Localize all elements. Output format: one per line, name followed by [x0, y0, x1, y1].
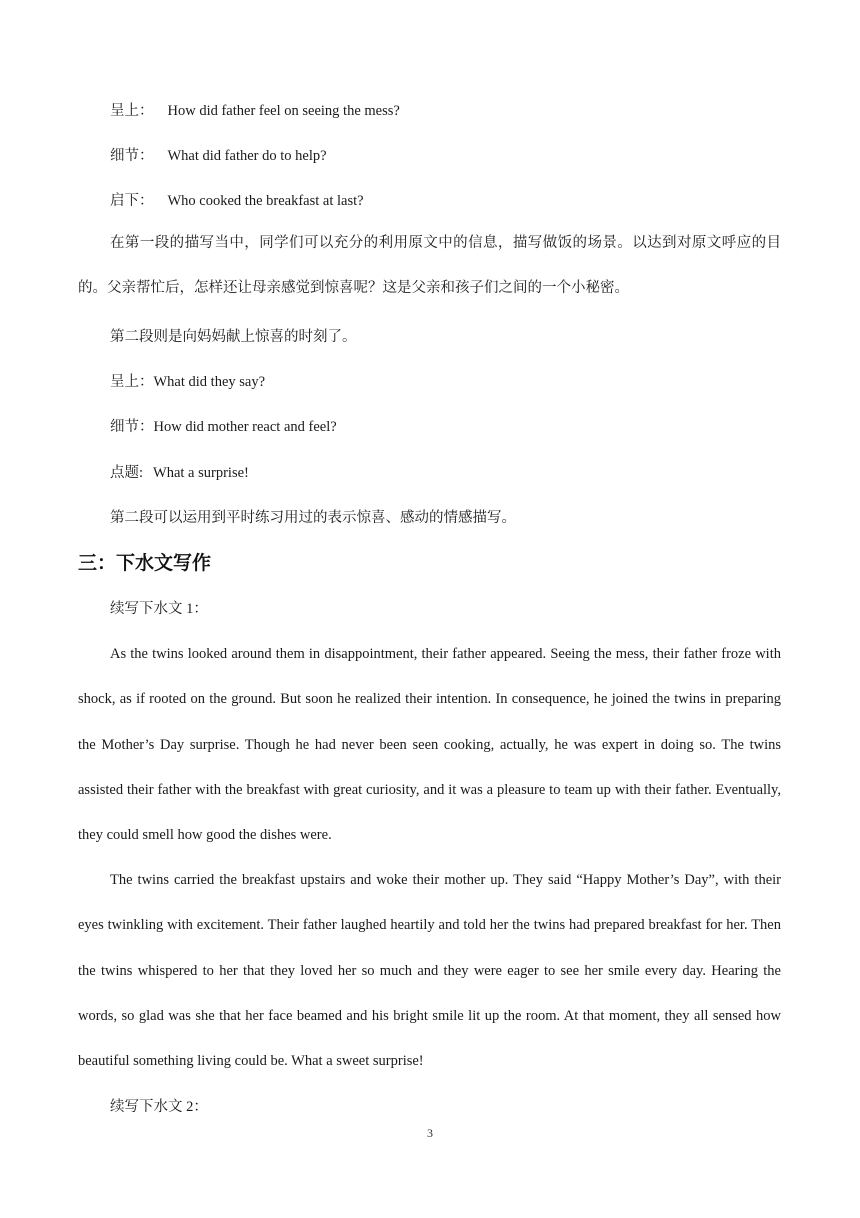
guidance-paragraph: 在第一段的描写当中，同学们可以充分的利用原文中的信息，描写做饭的场景。以达到对原文呼应的目的。父亲帮忙后，怎样还让母亲感觉到惊喜呢？这是父亲和孩子们之间的一个小秘密。 [78, 235, 781, 297]
paragraph-two-note: 第二段可以运用到平时练习用过的表示惊喜、感动的情感描写。 [110, 510, 516, 526]
outline-question: How did father feel on seeing the mess? [167, 103, 400, 119]
sample-1-paragraph-2: The twins carried the breakfast upstairs and woke their mother up. They said “Happy Mother’s Day”, with their eyes twinkling with excitement. Their father laughed heartily and told her the twins had prepared breakfast for her. Then the twins whispered to her that they loved her so much and they were eager to see her smile every day. Hearing the words, so glad was she that her face beamed and his bright smile lit up the room. At that moment, they all sensed how beautiful something living could be. What a sweet surprise! [78, 872, 781, 1070]
outline-label: 细节： [110, 148, 154, 164]
outline-question: What did they say? [153, 374, 266, 390]
page-number: 3 [427, 1126, 433, 1140]
sample-1-paragraph-1: As the twins looked around them in disappointment, their father appeared. Seeing the mess, their father froze with shock, as if rooted on the ground. But soon he realized their intention. In consequence, he joined the twins in preparing the Mother’s Day surprise. Though he had never been seen cooking, actually, he was expert in doing so. The twins assisted their father with the breakfast with great curiosity, and it was a pleasure to team up with their father. Eventually, they could smell how good the dishes were. [78, 646, 781, 844]
outline-label: 点题: [110, 465, 144, 481]
outline-2-item [110, 372, 265, 392]
sample-2-title: 续写下水文 2： [110, 1099, 208, 1115]
outline-label: 细节： [110, 419, 154, 435]
paragraph-two-intro: 第二段则是向妈妈献上惊喜的时刻了。 [110, 329, 357, 345]
outline-1-item [110, 146, 327, 166]
outline-label: 呈上： [110, 103, 154, 119]
outline-question: How did mother react and feel? [153, 419, 337, 435]
outline-2-item [110, 463, 249, 483]
outline-1-item [110, 191, 364, 211]
outline-label: 启下： [110, 193, 154, 209]
outline-question: What a surprise! [153, 465, 249, 481]
outline-label: 呈上： [110, 374, 154, 390]
sample-1-title: 续写下水文 1： [110, 601, 208, 617]
outline-1-item [110, 101, 400, 121]
outline-question: What did father do to help? [167, 148, 327, 164]
outline-question: Who cooked the breakfast at last? [167, 193, 364, 209]
outline-2-item [110, 417, 337, 437]
section-heading: 三：下水文写作 [78, 552, 212, 574]
